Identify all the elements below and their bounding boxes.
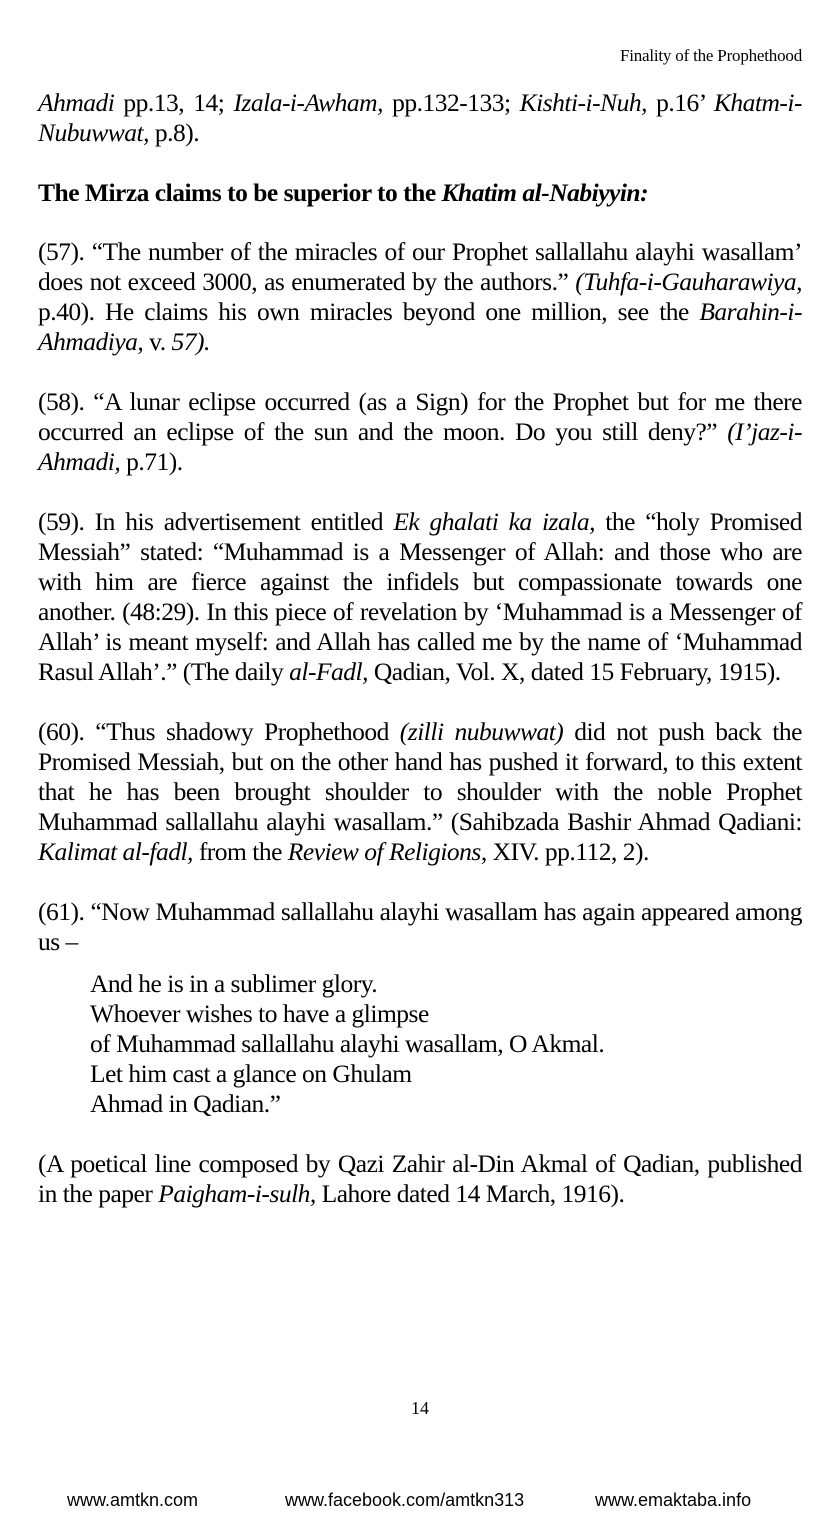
footer-link-facebook[interactable]: www.facebook.com/amtkn313 xyxy=(285,1490,525,1510)
text: pp.132-133; xyxy=(382,88,520,117)
closing-paragraph xyxy=(38,1149,802,1209)
paragraph-57 xyxy=(38,237,802,357)
text: the “holy Promised Messiah” stated: “Muhammad is a Messenger of Allah: and those who are with him are fierce against the infidels but compassionate towards one another. (48:29). In this piece of revelation by ‘Muhammad is a Messenger of Allah’ is meant myself: and Allah has called me by the name of ‘Muhammad Rasul Allah’.” (The daily xyxy=(38,507,802,686)
text: (58). “A lunar eclipse occurred (as a Sign) for the Prophet but for me there occurred an eclipse of the sun and the moon. Do you still deny?” xyxy=(38,387,802,446)
text: pp.13, 14; xyxy=(114,88,234,117)
text: (57). “The number of the miracles of our Prophet sallallahu alayhi wasallam’ does not exceed 3000, as enumerated by the authors.” xyxy=(38,237,802,296)
citation-title: al-Fadl, xyxy=(289,657,369,686)
citation-title: 57). xyxy=(171,327,210,356)
footer-link-emaktaba[interactable]: www.emaktaba.info xyxy=(595,1490,752,1510)
citation-title: (I’jaz-i-Ahmadi, xyxy=(38,417,802,476)
text: XIV. pp.112, 2). xyxy=(486,837,649,866)
page-content xyxy=(38,88,802,1209)
poem-line: And he is in a sublimer glory. xyxy=(90,969,378,998)
citation-title: Kalimat al-fadl, xyxy=(38,837,193,866)
section-heading xyxy=(38,178,802,208)
heading-italic-text: Khatim al-Nabiyyin: xyxy=(441,178,649,207)
paragraph-58 xyxy=(38,387,802,477)
text: Lahore dated 14 March, 1916). xyxy=(315,1179,625,1208)
poem-line: of Muhammad sallallahu alayhi wasallam, O Akmal. xyxy=(90,1029,605,1058)
text: (60). “Thus shadowy Prophethood xyxy=(38,717,400,746)
text: v. xyxy=(143,327,172,356)
citation-title: Kishti-i-Nuh, xyxy=(519,88,648,117)
text: p.16’ xyxy=(647,88,714,117)
citation-title: Ahmadi xyxy=(38,88,115,117)
poem-block xyxy=(90,969,802,1119)
citation-title: Review of Religions, xyxy=(287,837,487,866)
text: (59). In his advertisement entitled xyxy=(38,507,394,536)
text: p.71). xyxy=(120,447,183,476)
paragraph-61 xyxy=(38,897,802,957)
text: p.8). xyxy=(149,118,200,147)
page-number: 14 xyxy=(411,1398,429,1418)
citation-title: Izala-i-Awham, xyxy=(233,88,383,117)
citation-title: Paigham-i-sulh, xyxy=(158,1179,316,1208)
text: p.40). He claims his own miracles beyond one million, see the xyxy=(38,297,700,326)
citation-title: Khatm-i-Nubuwwat, xyxy=(38,88,802,147)
citation-title: Ek ghalati ka izala, xyxy=(393,507,595,536)
poem-line: Let him cast a glance on Ghulam xyxy=(90,1059,412,1088)
citation-title: Barahin-i-Ahmadiya, xyxy=(38,297,802,356)
citation-title: (zilli nubuwwat) xyxy=(399,717,564,746)
text: did not push back the Promised Messiah, but on the other hand has pushed it forward, to this extent that he has been brought shoulder to shoulder with the noble Prophet Muhammad sallallahu alayhi wasallam.” (Sahibzada Bashir Ahmad Qadiani: xyxy=(38,717,802,836)
text: (61). “Now Muhammad sallallahu alayhi wasallam has again appeared among us – xyxy=(38,897,802,956)
text: Qadian, Vol. X, dated 15 February, 1915). xyxy=(368,657,781,686)
footer-link-amtkn[interactable]: www.amtkn.com xyxy=(67,1490,199,1510)
running-head: Finality of the Prophethood xyxy=(619,46,802,65)
poem-line: Whoever wishes to have a glimpse xyxy=(90,999,429,1028)
text: (A poetical line composed by Qazi Zahir al-Din Akmal of Qadian, published in the paper xyxy=(38,1149,802,1208)
intro-paragraph xyxy=(38,88,802,148)
text: from the xyxy=(192,837,288,866)
citation-title: (Tuhfa-i-Gauharawiya, xyxy=(575,267,802,296)
heading-text: The Mirza claims to be superior to the xyxy=(38,178,442,207)
paragraph-60 xyxy=(38,717,802,867)
poem-line: Ahmad in Qadian.” xyxy=(90,1089,281,1118)
paragraph-59 xyxy=(38,507,802,687)
